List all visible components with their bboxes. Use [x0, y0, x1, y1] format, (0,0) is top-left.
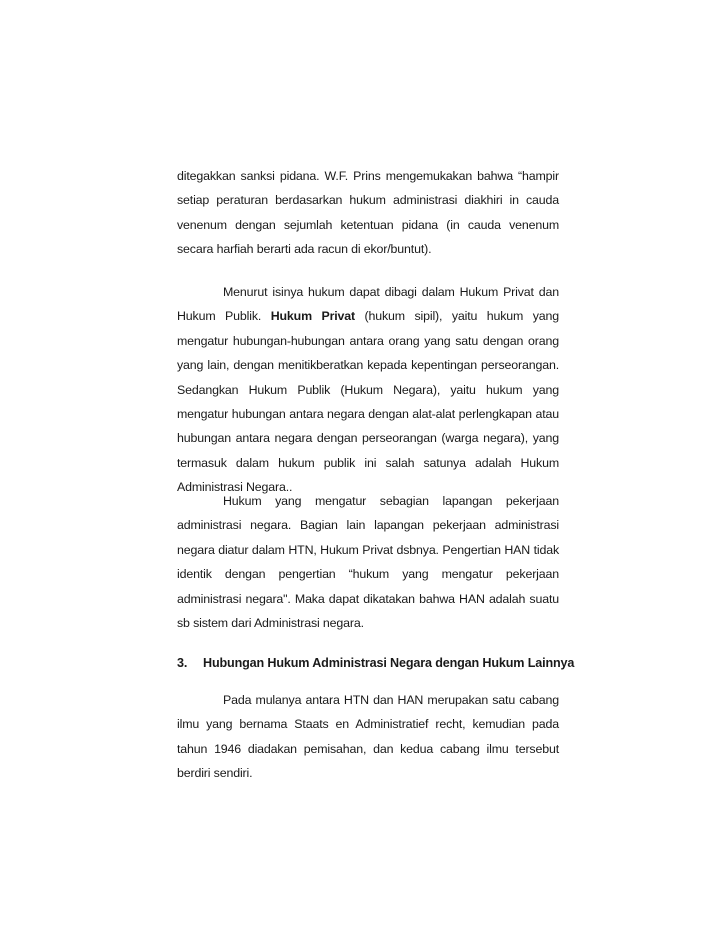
paragraph-2-part-2: (hukum sipil), yaitu hukum yang mengatur hubungan-hubungan antara orang yang satu dengan orang yang lain, dengan menitikberatkan kepada kepentingan perseorangan. Sedangkan Hukum Publik (Hukum Negara), yaitu hukum yang mengatur hubungan antara negara dengan alat-alat perlengkapan atau hubungan antara negara dengan perseorangan (warga negara), yang termasuk dalam hukum publik ini salah satunya adalah Hukum Administrasi Negara..: [177, 309, 560, 495]
paragraph-3: Hukum yang mengatur sebagian lapangan pekerjaan administrasi negara. Bagian lain lapangan pekerjaan administrasi negara diatur dalam HTN, Hukum Privat dsbnya. Pengertian HAN tidak identik dengan pengertian “hukum yang mengatur pekerjaan administrasi negara". Maka dapat dikatakan bahwa HAN adalah suatu sb sistem dari Administrasi negara.: [177, 494, 559, 631]
paragraph-2-block: [177, 280, 559, 500]
section-title: Hubungan Hukum Administrasi Negara dengan Hukum Lainnya: [203, 656, 575, 670]
paragraph-1: ditegakkan sanksi pidana. W.F. Prins mengemukakan bahwa “hampir setiap peraturan berdasarkan hukum administrasi diakhiri in cauda venenum dengan sejumlah ketentuan pidana (in cauda venenum secara harfiah berarti ada racun di ekor/buntut).: [177, 169, 559, 257]
paragraph-1-block: [177, 164, 559, 262]
paragraph-2-bold-term: Hukum Privat: [270, 309, 355, 324]
paragraph-3-block: [177, 489, 559, 635]
paragraph-4-block: [177, 688, 559, 786]
paragraph-2: [177, 280, 559, 500]
paragraph-4: Pada mulanya antara HTN dan HAN merupakan satu cabang ilmu yang bernama Staats en Administratief recht, kemudian pada tahun 1946 diadakan pemisahan, dan kedua cabang ilmu tersebut berdiri sendiri.: [177, 693, 559, 781]
section-heading: [177, 653, 577, 673]
section-number: 3.: [177, 656, 188, 670]
paragraph-2-part-1: Menurut isinya hukum dapat dibagi dalam Hukum Privat dan Hukum Publik.: [177, 285, 559, 324]
